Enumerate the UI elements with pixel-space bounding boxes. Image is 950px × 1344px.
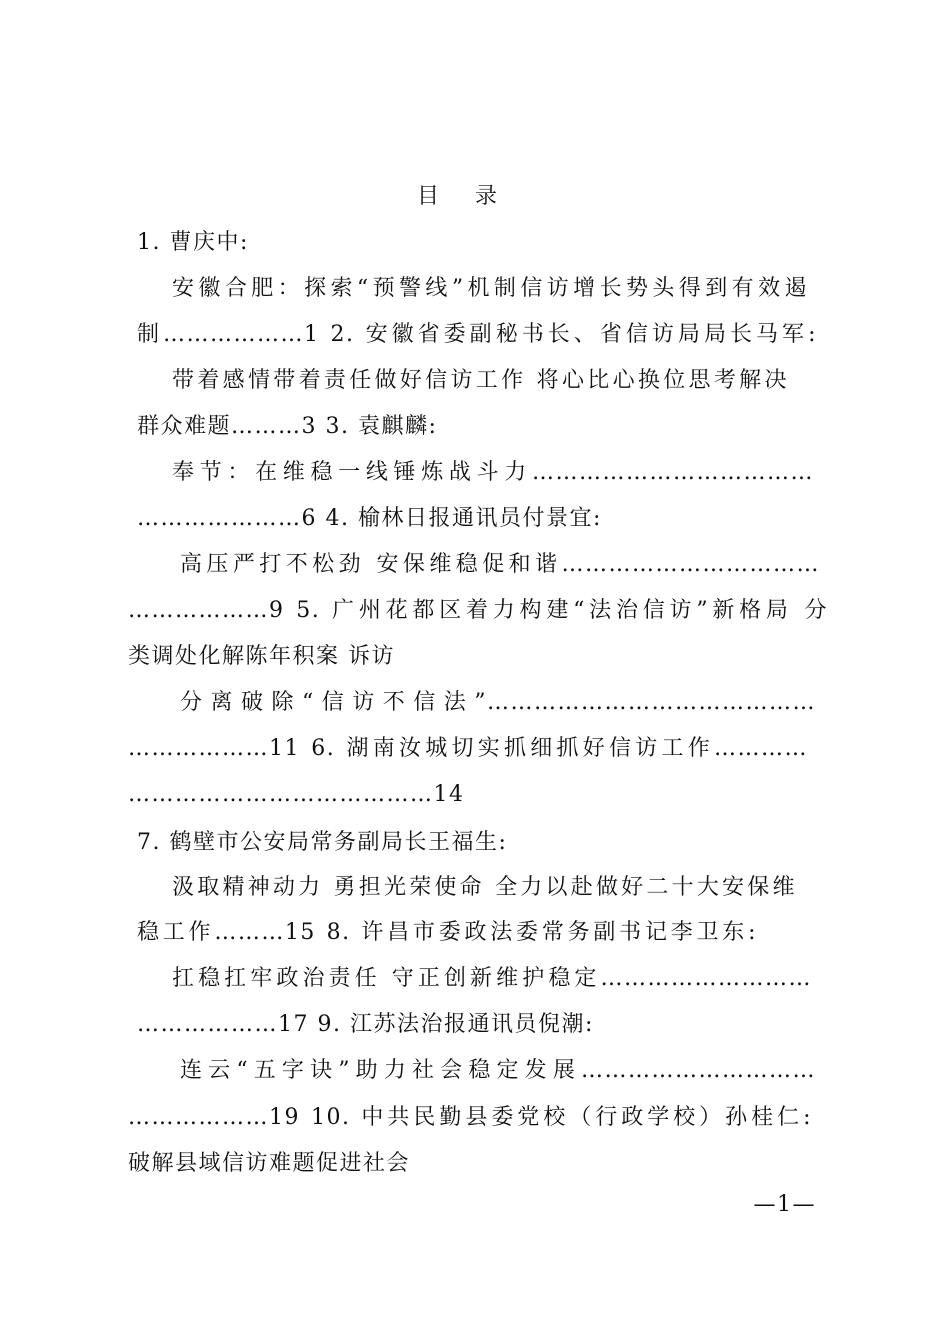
toc-line: 破解县域信访难题促进社会 (128, 1151, 411, 1176)
toc-line: ………………17 9. 江苏法治报通讯员倪潮: (137, 1012, 594, 1037)
toc-line: ………………19 10. 中共民勤县委党校（行政学校）孙桂仁: (128, 1105, 812, 1130)
toc-line: 带着感情带着责任做好信访工作 将心比心换位思考解决 (172, 368, 788, 393)
page-number: —1— (753, 1192, 816, 1217)
toc-line: 1. 曹庆中: (137, 230, 249, 255)
toc-line: 奉节：在维稳一线锤炼战斗力……………………………… (172, 460, 814, 485)
toc-line: 汲取精神动力 勇担光荣使命 全力以赴做好二十大安保维 (172, 875, 796, 900)
toc-line: ………………9 5. 广州花都区着力构建“法治信访”新格局 分 (128, 598, 828, 623)
toc-line: 制………………1 2. 安徽省委副秘书长、省信访局局长马军: (137, 322, 817, 347)
toc-line: 稳工作………15 8. 许昌市委政法委常务副书记李卫东: (137, 920, 757, 945)
toc-line: 分离破除“信访不信法”…………………………………… (180, 690, 816, 715)
toc-line: 扛稳扛牢政治责任 守正创新维护稳定……………………… (172, 966, 812, 991)
toc-line: 连云“五字诀”助力社会稳定发展………………………… (180, 1058, 816, 1083)
toc-line: …………………………………14 (128, 782, 465, 807)
toc-line: 类调处化解陈年积案 诉访 (128, 644, 395, 669)
toc-line: 7. 鹤壁市公安局常务副局长王福生: (137, 830, 508, 855)
toc-line: ………………11 6. 湖南汝城切实抓细抓好信访工作………… (128, 736, 808, 761)
toc-line: 群众难题………3 3. 袁麒麟: (137, 414, 438, 439)
toc-line: 安徽合肥：探索“预警线”机制信访增长势头得到有效遏 (172, 276, 808, 301)
toc-line: 高压严打不松劲 安保维稳促和谐…………………………… (180, 552, 820, 577)
toc-title: 目录 (416, 184, 533, 209)
toc-line: …………………6 4. 榆林日报通讯员付景宜: (137, 506, 602, 531)
